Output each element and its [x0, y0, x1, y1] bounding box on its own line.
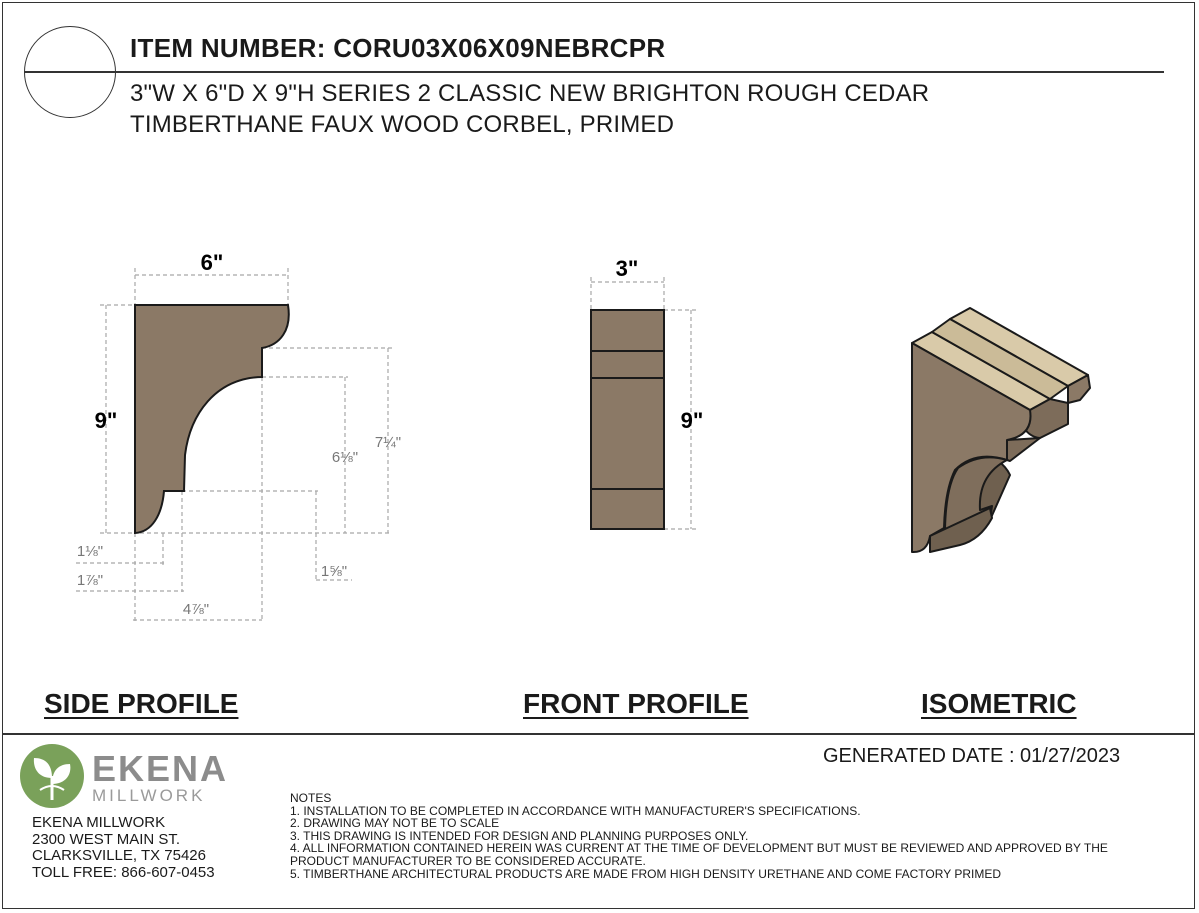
side-profile-label: SIDE PROFILE	[44, 688, 239, 719]
note-item: 5. TIMBERTHANE ARCHITECTURAL PRODUCTS ARE MADE FROM HIGH DENSITY URETHANE AND COME FACTORY PRIMED	[290, 866, 1001, 881]
notes-block	[290, 792, 1108, 880]
side-height-label: 9"	[94, 408, 118, 433]
address-line-2: CLARKSVILLE, TX 75426	[32, 847, 206, 864]
note-item: 3. THIS DRAWING IS INTENDED FOR DESIGN AND PLANNING PURPOSES ONLY.	[290, 828, 749, 843]
front-profile-label: FRONT PROFILE	[523, 688, 749, 719]
side-dim-1-5-8: 1⅝"	[320, 563, 348, 580]
side-dim-1-1-8: 1⅛"	[76, 543, 104, 560]
side-dim-7-1-4: 7¼"	[374, 434, 402, 451]
logo-name: EKENA	[92, 748, 229, 789]
note-item: 2. DRAWING MAY NOT BE TO SCALE	[290, 816, 500, 831]
side-dim-6-1-8: 6⅛"	[331, 449, 359, 466]
description-line-1: 3"W X 6"D X 9"H SERIES 2 CLASSIC NEW BRIGHTON ROUGH CEDAR	[130, 80, 930, 107]
footer-rule	[2, 733, 1195, 735]
isometric-drawing	[912, 308, 1090, 552]
isometric-label: ISOMETRIC	[921, 688, 1077, 719]
company-name: EKENA MILLWORK	[32, 814, 166, 831]
front-height-label: 9"	[680, 408, 704, 433]
side-profile-drawing	[76, 250, 401, 622]
note-item: 1. INSTALLATION TO BE COMPLETED IN ACCORDANCE WITH MANUFACTURER'S SPECIFICATIONS.	[290, 803, 861, 818]
company-address	[32, 815, 215, 881]
note-item: PRODUCT MANUFACTURER TO BE CONSIDERED ACCURATE.	[290, 853, 646, 868]
side-dim-4-7-8: 4⅞"	[182, 601, 210, 618]
notes-title: NOTES	[290, 791, 332, 805]
generated-date: GENERATED DATE : 01/27/2023	[823, 745, 1121, 767]
front-profile-drawing	[591, 256, 703, 529]
logo-subtitle: MILLWORK	[92, 786, 206, 805]
item-number: ITEM NUMBER: CORU03X06X09NEBRCPR	[130, 33, 666, 63]
front-width-label: 3"	[615, 256, 639, 281]
address-line-1: 2300 WEST MAIN ST.	[32, 830, 181, 848]
description-line-2: TIMBERTHANE FAUX WOOD CORBEL, PRIMED	[130, 111, 675, 138]
phone-number: TOLL FREE: 866-607-0453	[32, 863, 215, 881]
side-width-label: 6"	[200, 250, 224, 275]
side-dim-1-7-8: 1⅞"	[76, 572, 104, 589]
note-item: 4. ALL INFORMATION CONTAINED HEREIN WAS CURRENT AT THE TIME OF DEVELOPMENT BUT MUST BE REVIEWED AND APPROVED BY THE	[290, 841, 1108, 856]
